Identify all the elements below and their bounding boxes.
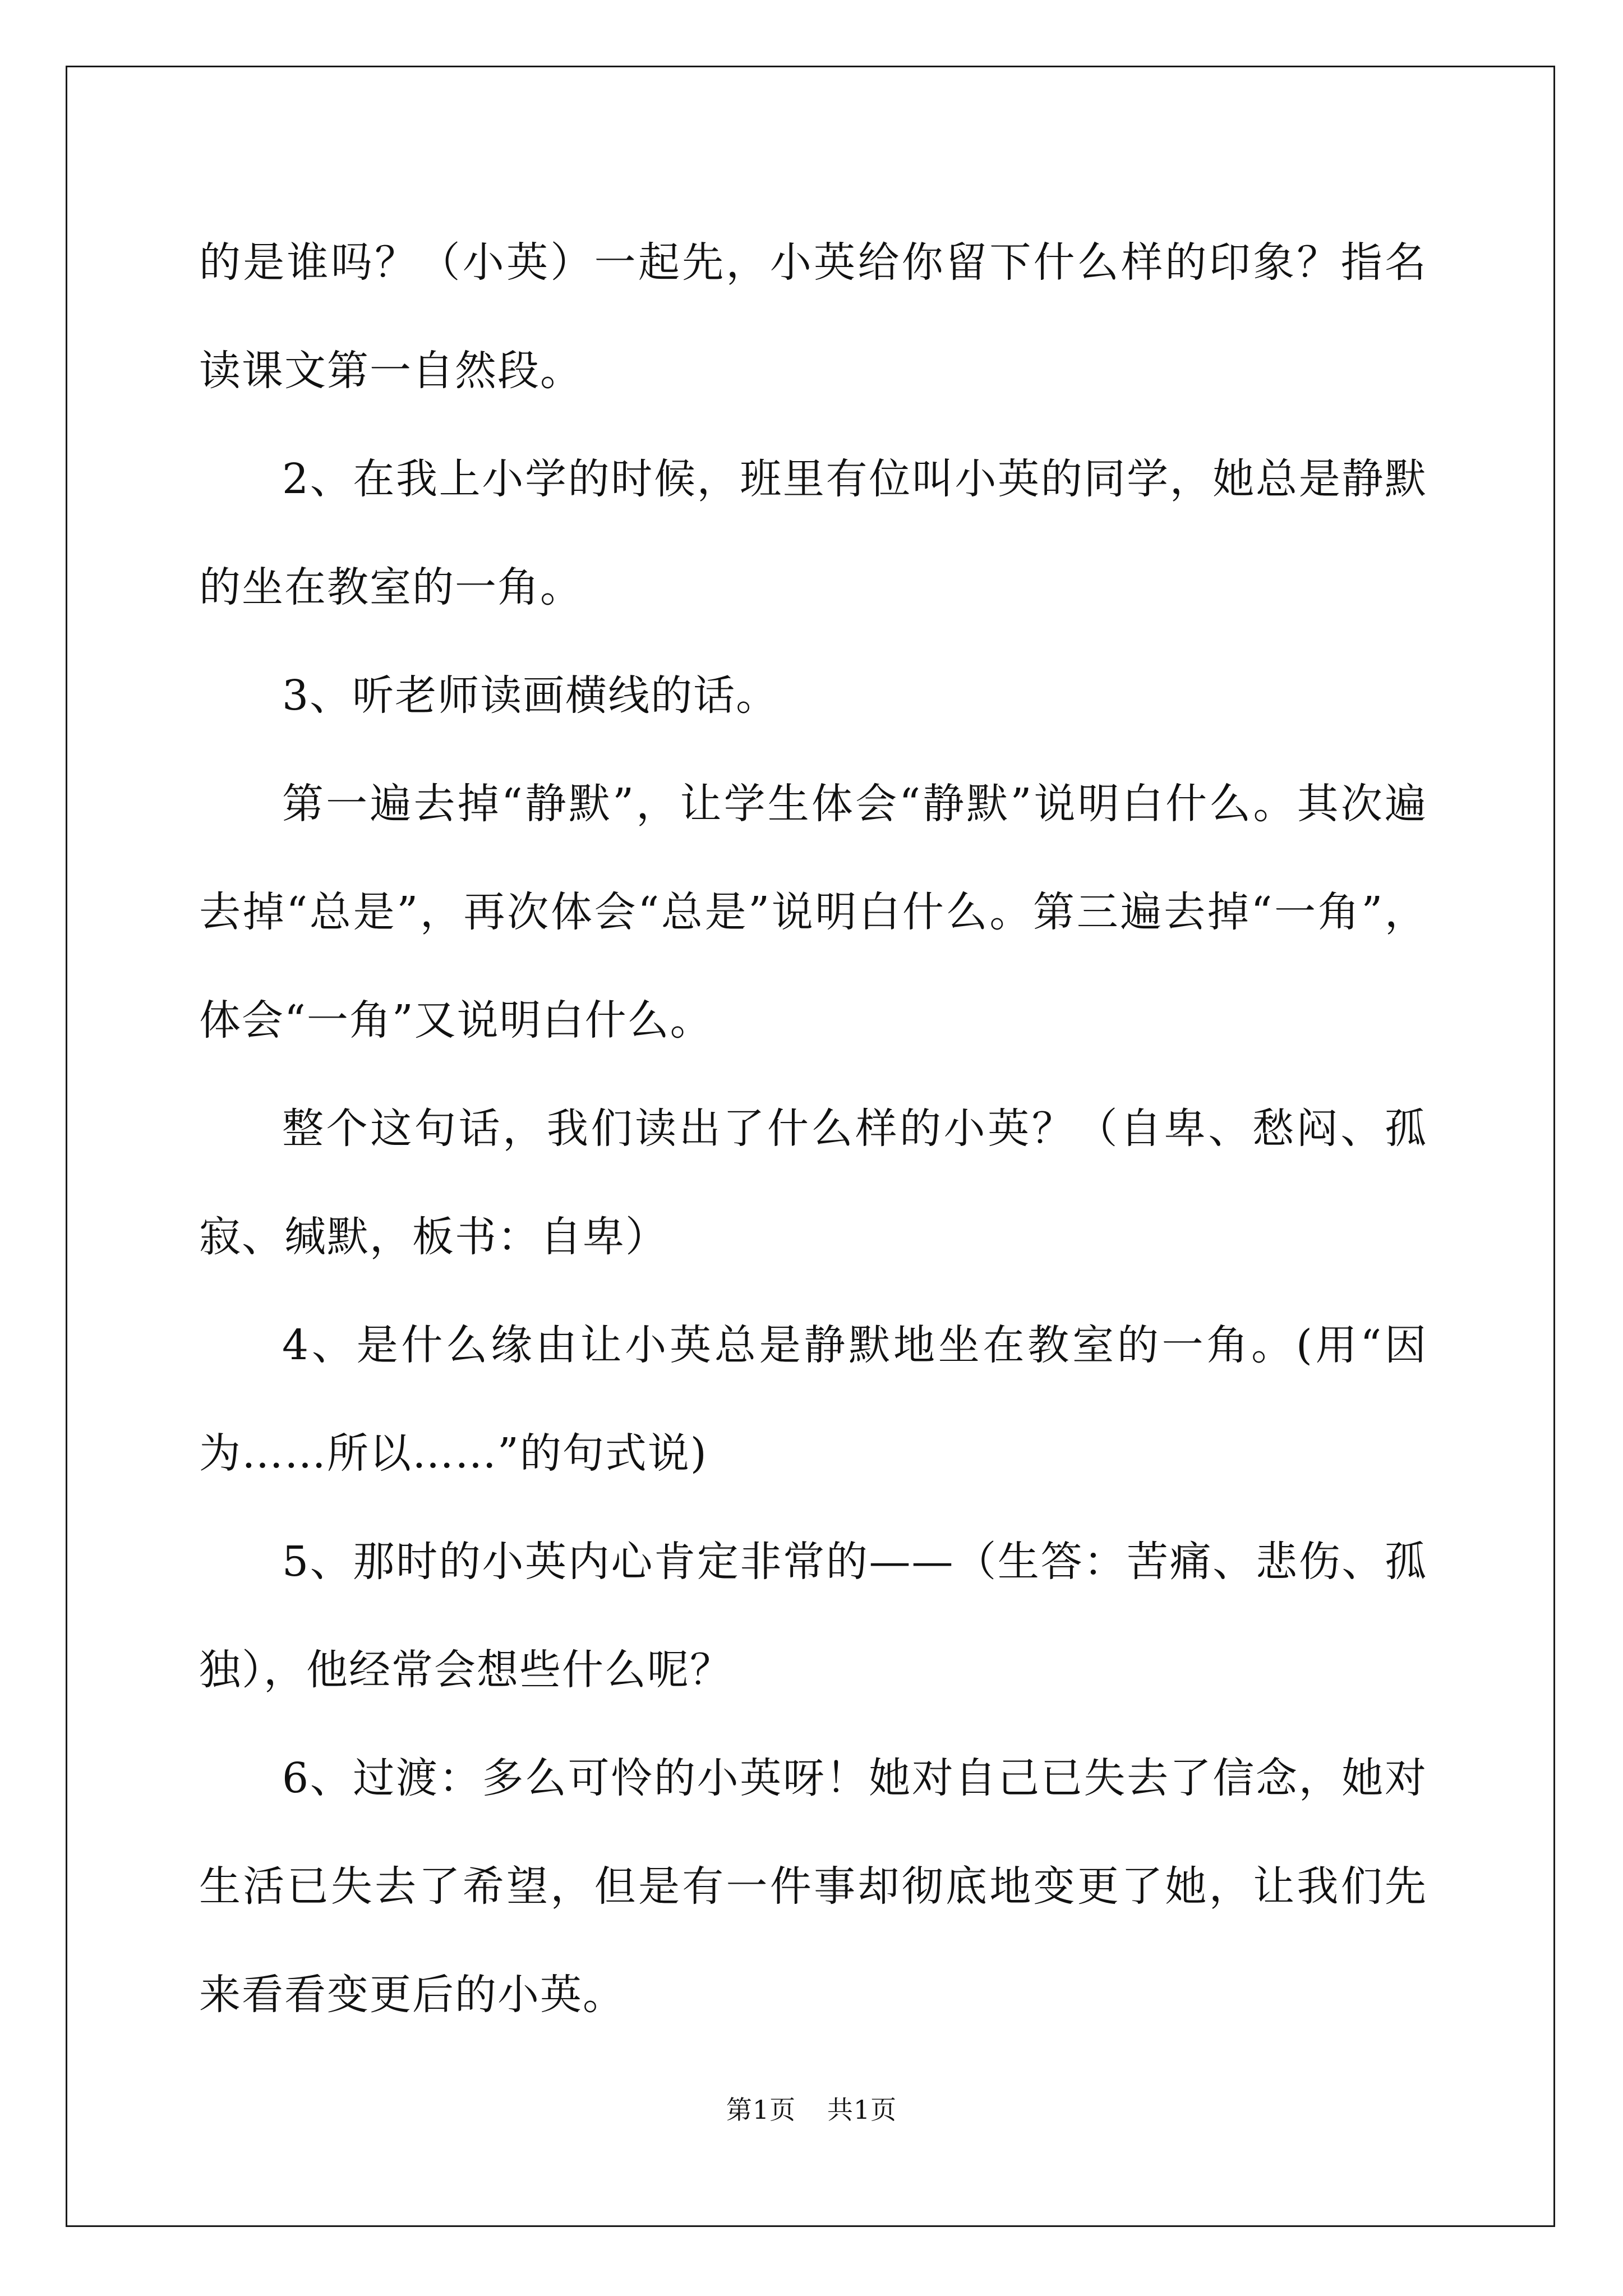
paragraph-1: 的是谁吗？（小英）一起先，小英给你留下什么样的印象？指名读课文第一自然段。 [199,238,1427,395]
page-footer [0,2090,1623,2127]
page-number-total: 共1页 [827,2095,897,2125]
page-number-current: 第1页 [726,2095,796,2125]
paragraph-5: 整个这句话，我们读出了什么样的小英？（自卑、愁闷、孤寂、缄默，板书：自卑） [199,1105,1427,1261]
paragraph-6: 4、是什么缘由让小英总是静默地坐在教室的一角。(用“因为……所以……”的句式说) [199,1321,1427,1478]
paragraph-8: 6、过渡：多么可怜的小英呀！她对自己已失去了信念，她对生活已失去了希望，但是有一件事却彻底地变更了她，让我们先来看看变更后的小英。 [199,1754,1427,2019]
paragraph-4: 第一遍去掉“静默”，让学生体会“静默”说明白什么。其次遍去掉“总是”，再次体会“总是”说明白什么。第三遍去掉“一角”，体会“一角”又说明白什么。 [199,780,1427,1045]
paragraph-3: 3、听老师读画横线的话。 [282,671,779,720]
paragraph-7: 5、那时的小英内心肯定非常的——（生答：苦痛、悲伤、孤独），他经常会想些什么呢？ [199,1538,1427,1694]
paragraph-2: 2、在我上小学的时候，班里有位叫小英的同学，她总是静默的坐在教室的一角。 [199,455,1427,611]
document-body [199,209,1427,2049]
